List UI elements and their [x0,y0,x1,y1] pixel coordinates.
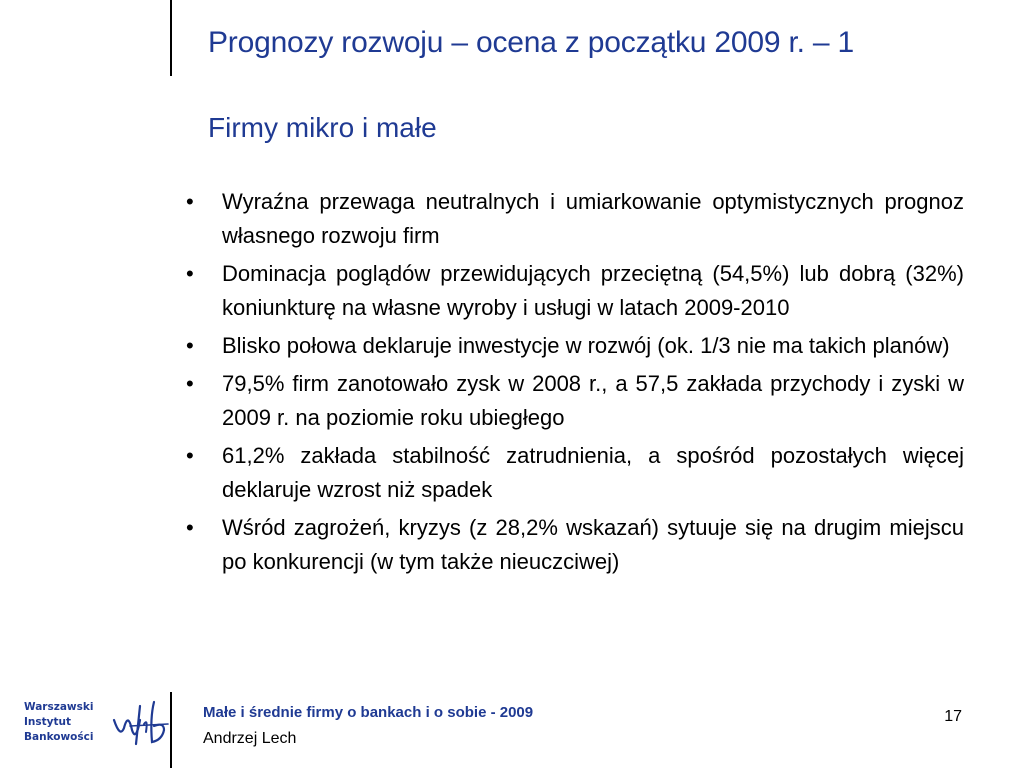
bullet-text: Wyraźna przewaga neutralnych i umiarkowanie optymistycznych prognoz własnego rozwoju firm [222,189,964,248]
logo-text [24,700,93,745]
footer-presentation-title: Małe i średnie firmy o bankach i o sobie - 2009 [203,704,534,721]
bullet-item [186,329,964,363]
bullet-item [186,511,964,579]
header-divider-line [170,0,172,76]
logo-line: Warszawski [24,701,94,713]
wib-signature-logo-icon [110,698,172,748]
wib-logo [24,700,164,750]
bullet-dot-icon: • [186,515,194,540]
bullet-item [186,439,964,507]
bullet-text: 79,5% firm zanotowało zysk w 2008 r., a 57,5 zakłada przychody i zyski w 2009 r. na poziomie roku ubiegłego [222,371,964,430]
bullet-item [186,257,964,325]
bullet-item [186,367,964,435]
logo-line: Instytut [24,716,72,728]
footer-divider-line [170,692,172,768]
bullet-item [186,185,964,253]
bullet-dot-icon: • [186,333,194,358]
slide-subtitle: Firmy mikro i małe [208,112,437,143]
slide-title: Prognozy rozwoju – ocena z początku 2009 r. – 1 [208,26,855,59]
footer-author: Andrzej Lech [203,730,297,747]
bullet-text: Wśród zagrożeń, kryzys (z 28,2% wskazań) sytuuje się na drugim miejscu po konkurencji (w tym także nieuczciwej) [222,515,964,574]
bullet-list [186,185,964,583]
logo-line: Bankowości [24,731,94,743]
bullet-text: Blisko połowa deklaruje inwestycje w rozwój (ok. 1/3 nie ma takich planów) [222,333,950,358]
bullet-text: 61,2% zakłada stabilność zatrudnienia, a spośród pozostałych więcej deklaruje wzrost niż spadek [222,443,964,502]
page-number: 17 [944,708,962,725]
bullet-dot-icon: • [186,371,194,396]
bullet-dot-icon: • [186,189,194,214]
bullet-dot-icon: • [186,261,194,286]
bullet-text: Dominacja poglądów przewidujących przeciętną (54,5%) lub dobrą (32%) koniunkturę na własne wyroby i usługi w latach 2009-2010 [222,261,964,320]
bullet-dot-icon: • [186,443,194,468]
